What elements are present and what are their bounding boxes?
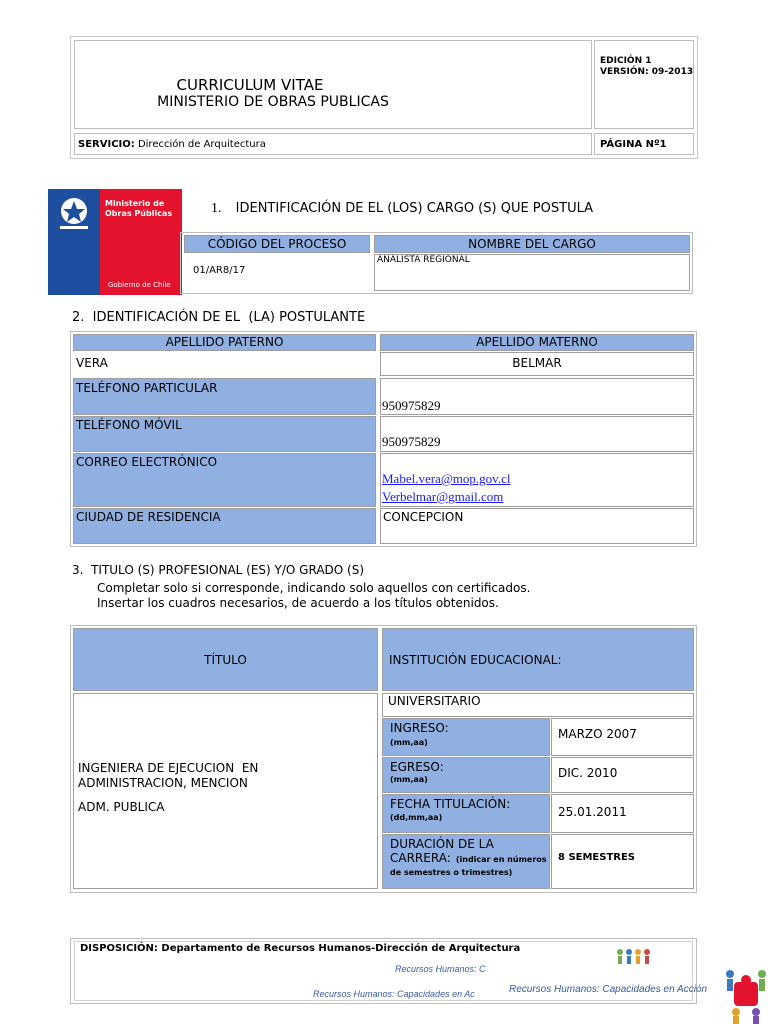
ministry-logo	[48, 189, 182, 295]
egreso-format: (mm,aa)	[390, 775, 428, 784]
section2-title: 2. IDENTIFICACIÓN DE EL (LA) POSTULANTE	[72, 310, 366, 325]
degree-title-line3: ADM. PUBLICA	[78, 800, 165, 814]
service-value: Dirección de Arquitectura	[137, 139, 266, 150]
institution-header	[382, 628, 694, 691]
section3-note-2: Insertar los cuadros necesarios, de acuerdo a los títulos obtenidos.	[97, 596, 499, 610]
titulacion-value: 25.01.2011	[558, 805, 627, 819]
slogan-mid: Recursos Humanos: Capacidades en Ac	[313, 989, 475, 999]
ingreso-label: INGRESO:	[390, 721, 449, 735]
institution-value: UNIVERSITARIO	[388, 694, 481, 708]
process-code-header: CÓDIGO DEL PROCESO	[184, 235, 370, 253]
section1-title: IDENTIFICACIÓN DE EL (LOS) CARGO (S) QUE POSTULA	[235, 201, 594, 216]
disposition-text: DISPOSICIÓN: Departamento de Recursos Humanos-Dirección de Arquitectura	[80, 943, 521, 954]
city-label: CIUDAD DE RESIDENCIA	[76, 510, 221, 524]
institution-header-text: INSTITUCIÓN EDUCACIONAL:	[389, 653, 562, 667]
degree-title-line1: INGENIERA DE EJECUCION EN	[78, 761, 259, 775]
slogan-full: Recursos Humanos: Capacidades en Acción	[509, 984, 708, 995]
email-link-1[interactable]: Mabel.vera@mop.gov.cl	[382, 471, 511, 486]
mobile-label: TELÉFONO MÓVIL	[76, 418, 182, 432]
document-title: CURRICULUM VITAE	[176, 76, 324, 94]
egreso-value: DIC. 2010	[558, 766, 618, 780]
edition-label: EDICIÓN 1	[600, 56, 652, 66]
paternal-surname-value: VERA	[76, 356, 108, 370]
phone-label: TELÉFONO PARTICULAR	[76, 381, 218, 395]
mobile-value: 950975829	[382, 434, 441, 449]
document-subtitle: MINISTERIO DE OBRAS PUBLICAS	[157, 94, 389, 110]
position-name-header: NOMBRE DEL CARGO	[374, 235, 690, 253]
titulacion-format: (dd,mm,aa)	[390, 813, 443, 822]
paternal-surname-header: APELLIDO PATERNO	[73, 334, 376, 351]
people-illustration-icon	[614, 946, 654, 968]
service-text	[78, 139, 266, 150]
puzzle-team-icon	[724, 962, 768, 1024]
titulacion-label: FECHA TITULACIÓN:	[390, 797, 511, 811]
degree-title-cell	[73, 693, 378, 889]
email-link-2[interactable]: Verbelmar@gmail.com	[382, 489, 504, 504]
degree-title-header	[73, 628, 378, 691]
position-name-value: ANALISTA REGIONAL	[377, 255, 470, 265]
slogan-short: Recursos Humanos: C	[395, 964, 486, 974]
logo-line1: Ministerio de	[105, 199, 165, 208]
section3-note-1: Completar solo si corresponde, indicando solo aquellos con certificados.	[97, 581, 531, 595]
degree-title-line2: ADMINISTRACION, MENCION	[78, 776, 248, 790]
city-value: CONCEPCION	[383, 510, 464, 524]
duracion-label-line2	[390, 852, 548, 878]
coat-of-arms-icon	[54, 193, 94, 233]
section3-title: 3. TITULO (S) PROFESIONAL (ES) Y/O GRADO (S)	[72, 563, 365, 577]
ingreso-value: MARZO 2007	[558, 727, 637, 741]
duracion-label-line1: DURACIÓN DE LA	[390, 837, 494, 851]
page-number: PÁGINA Nº1	[600, 139, 667, 150]
header-edition-area	[594, 40, 694, 129]
duracion-value: 8 SEMESTRES	[558, 852, 636, 863]
email-label: CORREO ELECTRÓNICO	[76, 455, 218, 469]
duracion-note: (indicar en números de semestres o trimestres)	[390, 855, 547, 877]
logo-line2: Obras Públicas	[105, 209, 173, 218]
section1-number: 1.	[211, 201, 222, 216]
version-label: VERSIÓN: 09-2013	[600, 67, 694, 77]
ingreso-format: (mm,aa)	[390, 738, 428, 747]
egreso-label: EGRESO:	[390, 760, 444, 774]
phone-value: 950975829	[382, 398, 441, 413]
maternal-surname-value: BELMAR	[512, 356, 562, 370]
maternal-surname-header: APELLIDO MATERNO	[380, 334, 694, 351]
logo-footer: Gobierno de Chile	[108, 281, 171, 289]
process-code-value: 01/AR8/17	[193, 265, 246, 276]
duracion-label-carrera: CARRERA:	[390, 851, 451, 865]
section1-heading	[211, 201, 593, 217]
degree-title-header-text: TÍTULO	[204, 653, 247, 667]
service-label: SERVICIO:	[78, 139, 135, 150]
